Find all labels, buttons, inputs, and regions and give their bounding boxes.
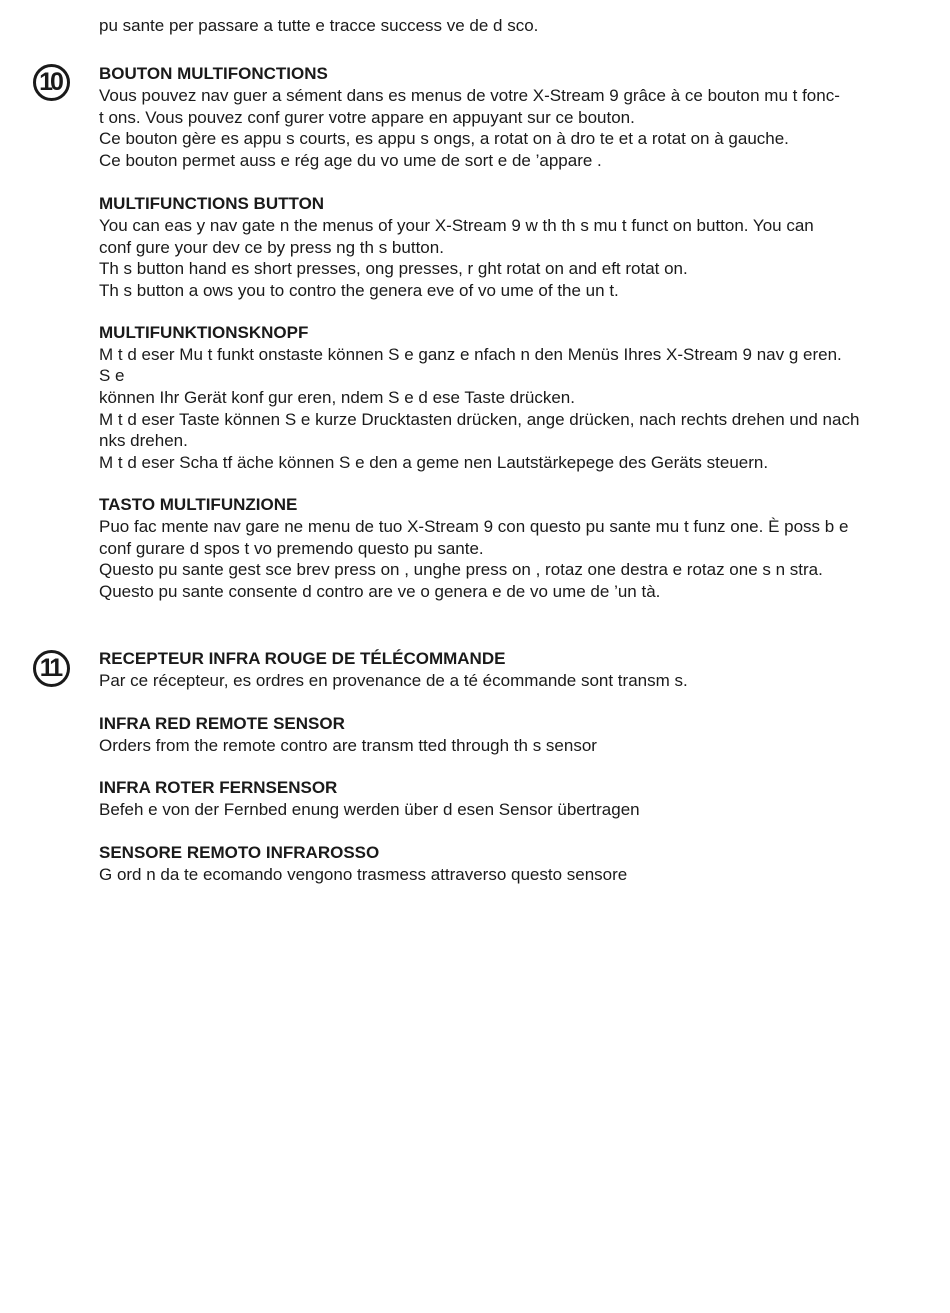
block-title: MULTIFUNKTIONSKNOPF (99, 322, 309, 342)
text-line: Puo fac mente nav gare ne menu de tuo X-Stream 9 con questo pu sante mu t funz one. È poss b e (99, 516, 849, 536)
text-line: Questo pu sante gest sce brev press on , unghe press on , rotaz one destra e rotaz one s n stra. (99, 560, 823, 580)
block-title: INFRA ROTER FERNSENSOR (99, 778, 338, 798)
text-line: Th s button a ows you to contro the genera eve of vo ume of the un t. (99, 280, 619, 300)
block-title: TASTO MULTIFUNZIONE (99, 494, 298, 514)
block-title: SENSORE REMOTO INFRAROSSO (99, 843, 380, 863)
text-line: Orders from the remote contro are transm tted through th s sensor (99, 735, 597, 755)
text-line: t ons. Vous pouvez conf gurer votre appare en appuyant sur ce bouton. (99, 107, 635, 127)
continued-text-line: pu sante per passare a tutte e tracce success ve de d sco. (99, 16, 539, 35)
text-line: G ord n da te ecomando vengono trasmess attraverso questo sensore (99, 865, 628, 885)
block-en (99, 713, 924, 757)
block-de (99, 322, 924, 474)
text-line: M t d eser Taste können S e kurze Drucktasten drücken, ange drücken, nach rechts drehen und nach (99, 409, 860, 429)
text-line: M t d eser Scha tf äche können S e den a geme nen Lautstärkepege des Geräts steuern. (99, 453, 769, 473)
text-line: Par ce récepteur, es ordres en provenance de a té écommande sont transm s. (99, 671, 688, 690)
text-line: Ce bouton gère es appu s courts, es appu s ongs, a rotat on à dro te et a rotat on à gauche. (99, 129, 789, 149)
text-line: Vous pouvez nav guer a sément dans es menus de votre X-Stream 9 grâce à ce bouton mu t fonc- (99, 86, 840, 105)
text-line: M t d eser Mu t funkt onstaste können S e ganz e nfach n den Menüs Ihres X-Stream 9 nav g eren. (99, 344, 842, 364)
section-number-badge: 11 (33, 650, 70, 687)
section-11-blocks (99, 648, 924, 886)
block-fr (99, 648, 924, 692)
block-it (99, 494, 924, 603)
block-en (99, 193, 924, 302)
block-title: INFRA RED REMOTE SENSOR (99, 713, 345, 733)
block-de (99, 777, 924, 821)
text-line: Befeh e von der Fernbed enung werden über d esen Sensor übertragen (99, 800, 640, 820)
block-title: BOUTON MULTIFONCTIONS (99, 64, 328, 83)
text-line: You can eas y nav gate n the menus of your X-Stream 9 w th th s mu t funct on button. You can (99, 215, 814, 235)
text-line: Questo pu sante consente d contro are ve o genera e de vo ume de ’un tà. (99, 581, 661, 601)
text-line: können Ihr Gerät konf gur eren, ndem S e d ese Taste drücken. (99, 388, 575, 408)
block-it (99, 842, 924, 886)
section-10-blocks (99, 63, 924, 603)
text-line: conf gurare d spos t vo premendo questo pu sante. (99, 538, 484, 558)
block-title: RECEPTEUR INFRA ROUGE DE TÉLÉCOMMANDE (99, 649, 506, 668)
text-line: Ce bouton permet auss e rég age du vo ume de sort e de ’appare . (99, 151, 602, 171)
block-title: MULTIFUNCTIONS BUTTON (99, 193, 325, 213)
section-number-badge: 10 (33, 64, 70, 101)
text-line: S e (99, 366, 125, 386)
block-fr (99, 63, 924, 172)
text-line: Th s button hand es short presses, ong presses, r ght rotat on and eft rotat on. (99, 259, 688, 279)
text-line: conf gure your dev ce by press ng th s button. (99, 237, 444, 257)
text-line: nks drehen. (99, 431, 188, 451)
